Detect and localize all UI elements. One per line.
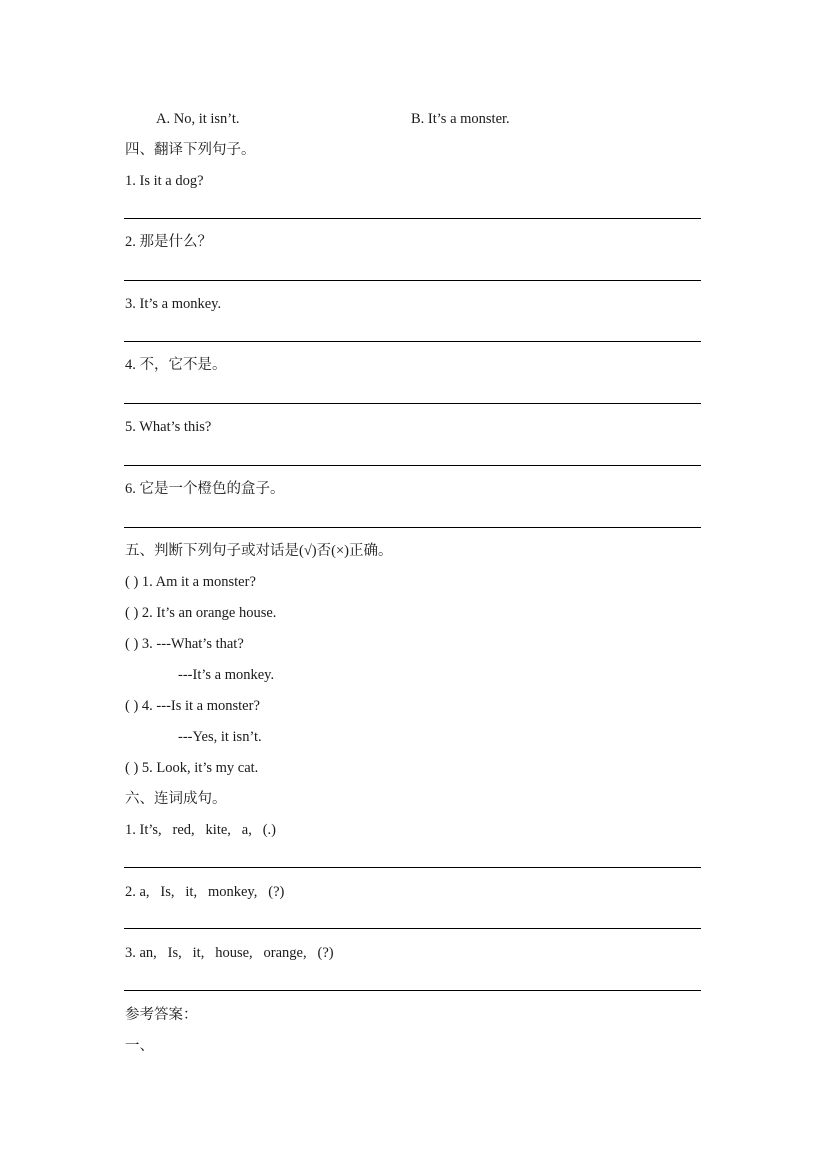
answers-heading: 参考答案：	[125, 1007, 198, 1023]
judge-item-5: ( ) 5. Look, it’s my cat.	[125, 760, 259, 776]
translate-item-2: 2. 那是什么？	[125, 234, 212, 250]
section-5-heading: 五、判断下列句子或对话是(√)否(×)正确。	[125, 543, 393, 559]
judge-item-4-reply: ---Yes, it isn’t.	[178, 729, 262, 745]
judge-item-4: ( ) 4. ---Is it a monster?	[125, 698, 260, 714]
order-item-2: 2. a, Is, it, monkey, (?)	[125, 884, 285, 900]
section-6-heading: 六、连词成句。	[125, 791, 227, 807]
answer-line-6	[124, 527, 701, 528]
order-line-3	[124, 990, 701, 991]
answers-first-section: 一、	[125, 1038, 154, 1054]
translate-item-3: 3. It’s a monkey.	[125, 296, 222, 312]
answer-line-1	[124, 218, 701, 219]
translate-item-4: 4. 不，它不是。	[125, 357, 227, 373]
answer-line-3	[124, 341, 701, 342]
judge-item-2: ( ) 2. It’s an orange house.	[125, 605, 277, 621]
order-item-3: 3. an, Is, it, house, orange, (?)	[125, 945, 334, 961]
answer-line-4	[124, 403, 701, 404]
order-line-1	[124, 867, 701, 868]
translate-item-1: 1. Is it a dog?	[125, 173, 204, 189]
answer-line-5	[124, 465, 701, 466]
option-a: A. No, it isn’t.	[156, 111, 240, 127]
option-b: B. It’s a monster.	[411, 111, 510, 127]
order-line-2	[124, 928, 701, 929]
judge-item-3: ( ) 3. ---What’s that?	[125, 636, 244, 652]
answer-line-2	[124, 280, 701, 281]
judge-item-3-reply: ---It’s a monkey.	[178, 667, 275, 683]
translate-item-5: 5. What’s this?	[125, 419, 212, 435]
order-item-1: 1. It’s, red, kite, a, (.)	[125, 822, 277, 838]
judge-item-1: ( ) 1. Am it a monster?	[125, 574, 256, 590]
section-4-heading: 四、翻译下列句子。	[125, 142, 256, 158]
translate-item-6: 6. 它是一个橙色的盒子。	[125, 481, 285, 497]
